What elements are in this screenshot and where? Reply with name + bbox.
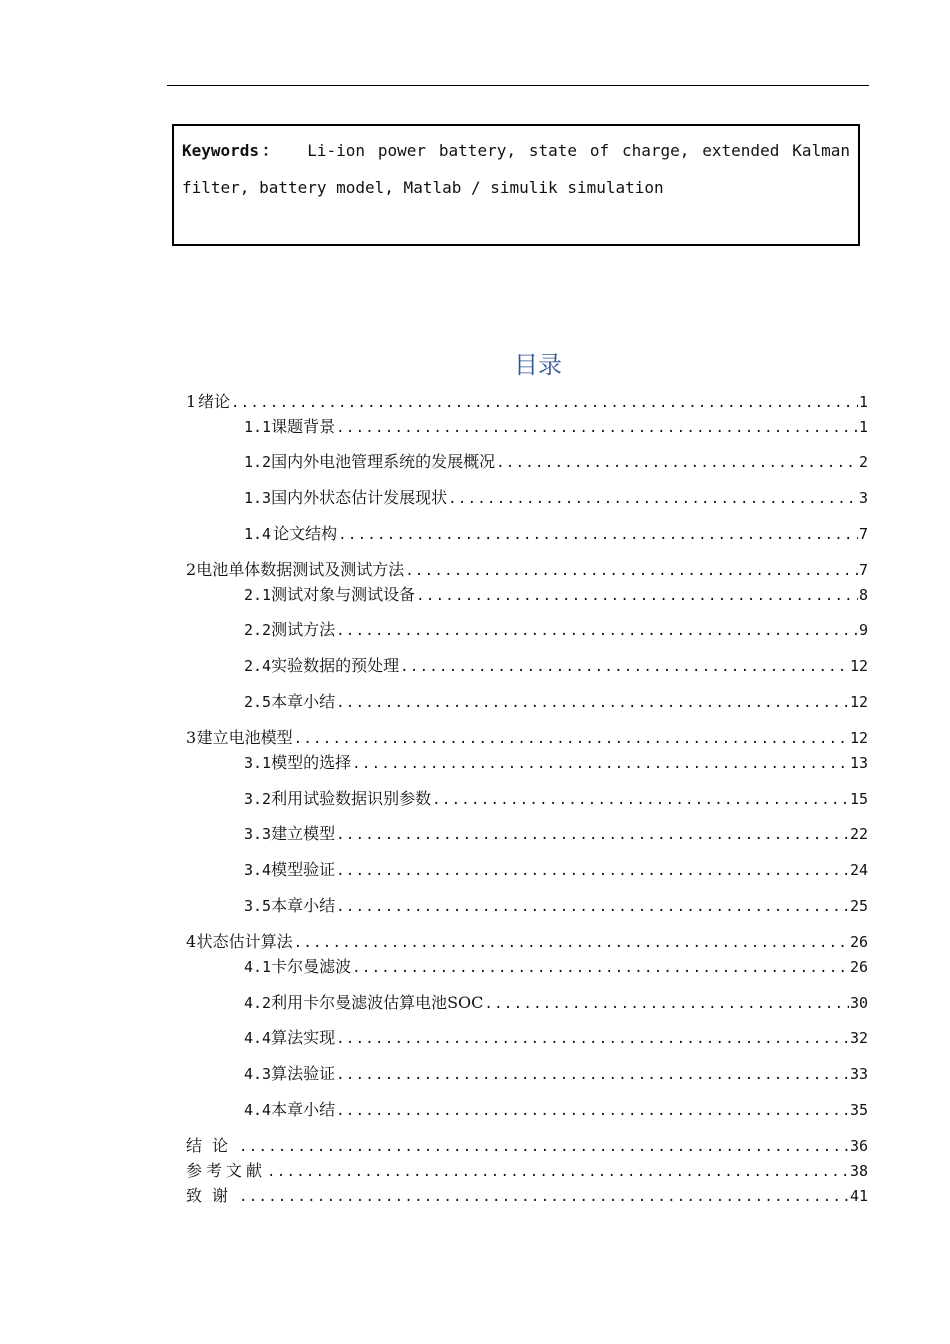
- toc-entry-label: 利用试验数据识别参数: [271, 789, 432, 808]
- toc-entry-page: 8: [858, 586, 868, 604]
- toc-entry-label: 本章小结: [271, 692, 336, 711]
- toc-entry-number: 1.4: [244, 525, 272, 543]
- toc-entry-section[interactable]: [244, 583, 868, 607]
- toc-entry-page: 41: [849, 1187, 868, 1205]
- toc-entry-page: 7: [858, 561, 868, 579]
- toc-entry-page: 35: [849, 1101, 868, 1119]
- keywords-box: [172, 124, 860, 246]
- toc-entry-page: 26: [849, 933, 868, 951]
- keywords-text: Li-ion power battery, state of charge, extended Kalman filter, battery model, Matlab / simulik simulation: [182, 141, 850, 197]
- toc-leader: [416, 584, 858, 607]
- toc-entry-page: 2: [858, 453, 868, 471]
- toc-entry-number: 4.4: [244, 1101, 272, 1119]
- toc-entry-label: 测试对象与测试设备: [271, 585, 416, 604]
- toc-entry-label: 绪论: [197, 392, 230, 411]
- toc-entry-number: 1: [186, 392, 197, 411]
- toc-entry-section[interactable]: [244, 415, 868, 439]
- toc-entry-number: 2: [186, 560, 197, 579]
- toc-entry-page: 24: [849, 861, 868, 879]
- toc-entry-number: 2.2: [244, 621, 272, 639]
- toc-entry-label: 模型验证: [271, 860, 336, 879]
- toc-entry-label: 建立模型: [271, 824, 336, 843]
- toc-entry-number: 3.5: [244, 897, 272, 915]
- toc-entry-section[interactable]: [244, 1026, 868, 1050]
- toc-leader: [336, 1027, 849, 1050]
- toc-leader: [336, 823, 849, 846]
- toc-entry-label: 算法验证: [271, 1064, 336, 1083]
- toc-title: 目录: [514, 351, 562, 379]
- toc-entry-section[interactable]: [244, 690, 868, 714]
- toc-entry-label: 本章小结: [271, 1100, 336, 1119]
- header-rule: [167, 85, 869, 86]
- toc-entry-page: 13: [849, 754, 868, 772]
- toc-entry-section[interactable]: [244, 787, 868, 811]
- toc-entry-page: 33: [849, 1065, 868, 1083]
- toc-leader: [400, 655, 849, 678]
- toc-entry-label: 模型的选择: [271, 753, 352, 772]
- toc-entry-page: 22: [849, 825, 868, 843]
- toc-entry-page: 38: [849, 1162, 868, 1180]
- toc-leader: [336, 859, 849, 882]
- toc-entry-page: 7: [858, 525, 868, 543]
- toc-entry-chapter[interactable]: [186, 390, 868, 414]
- toc-leader: [484, 992, 849, 1015]
- toc-entry-number: 3.1: [244, 754, 272, 772]
- toc-entry-page: 9: [858, 621, 868, 639]
- keywords-label: Keywords：: [182, 141, 282, 160]
- toc-entry-number: 3.2: [244, 790, 272, 808]
- toc-entry-backmatter[interactable]: [186, 1159, 868, 1183]
- toc-leader: [239, 1185, 849, 1208]
- toc-entry-label: 致谢: [186, 1186, 239, 1205]
- toc-entry-label: 建立电池模型: [196, 728, 293, 747]
- toc-entry-page: 26: [849, 958, 868, 976]
- toc-entry-section[interactable]: [244, 618, 868, 642]
- toc-leader: [336, 619, 858, 642]
- toc-leader: [432, 788, 849, 811]
- toc-entry-label: 本章小结: [271, 896, 336, 915]
- toc-entry-label: 论文结构: [273, 524, 338, 543]
- toc-entry-backmatter[interactable]: [186, 1134, 868, 1158]
- toc-entry-label: 国内外电池管理系统的发展概况: [271, 452, 496, 471]
- toc-entry-page: 36: [849, 1137, 868, 1155]
- toc-leader: [338, 523, 858, 546]
- toc-entry-section[interactable]: [244, 991, 868, 1015]
- toc-entry-number: 4.4: [244, 1029, 272, 1047]
- toc-entry-section[interactable]: [244, 858, 868, 882]
- toc-leader: [267, 1160, 849, 1183]
- toc-entry-label: 利用卡尔曼滤波估算电池SOC: [271, 993, 484, 1012]
- toc-entry-label: 卡尔曼滤波: [271, 957, 352, 976]
- toc-entry-chapter[interactable]: [186, 558, 868, 582]
- toc-entry-number: 3.3: [244, 825, 272, 843]
- toc-leader: [352, 752, 849, 775]
- toc-leader: [336, 416, 858, 439]
- toc-entry-label: 课题背景: [271, 417, 336, 436]
- toc-leader: [336, 691, 849, 714]
- toc-entry-section[interactable]: [244, 522, 868, 546]
- toc-entry-chapter[interactable]: [186, 726, 868, 750]
- toc-entry-label: 电池单体数据测试及测试方法: [196, 560, 405, 579]
- toc-leader: [231, 391, 858, 414]
- toc-leader: [336, 1099, 849, 1122]
- toc-leader: [496, 451, 858, 474]
- toc-entry-section[interactable]: [244, 894, 868, 918]
- toc-entry-page: 12: [849, 657, 868, 675]
- toc-entry-page: 3: [858, 489, 868, 507]
- toc-leader: [336, 1063, 849, 1086]
- toc-entry-section[interactable]: [244, 1062, 868, 1086]
- toc-entry-section[interactable]: [244, 751, 868, 775]
- toc-entry-label: 实验数据的预处理: [271, 656, 400, 675]
- toc-entry-page: 1: [858, 418, 868, 436]
- toc-entry-number: 1.3: [244, 489, 272, 507]
- toc-entry-number: 1.1: [244, 418, 272, 436]
- toc-entry-page: 25: [849, 897, 868, 915]
- toc-leader: [294, 931, 849, 954]
- toc-entry-section[interactable]: [244, 955, 868, 979]
- toc-entry-label: 状态估计算法: [196, 932, 293, 951]
- toc-entry-number: 4.3: [244, 1065, 272, 1083]
- toc-entry-page: 15: [849, 790, 868, 808]
- toc-entry-number: 2.4: [244, 657, 272, 675]
- toc-leader: [294, 727, 849, 750]
- toc-entry-page: 32: [849, 1029, 868, 1047]
- toc-entry-number: 3: [186, 728, 197, 747]
- toc-entry-number: 1.2: [244, 453, 272, 471]
- toc-entry-label: 测试方法: [271, 620, 336, 639]
- toc-leader: [336, 895, 849, 918]
- toc-leader: [448, 487, 858, 510]
- toc-entry-section[interactable]: [244, 1098, 868, 1122]
- toc-entry-number: 2.1: [244, 586, 272, 604]
- toc-entry-number: 4.1: [244, 958, 272, 976]
- toc-entry-section[interactable]: [244, 654, 868, 678]
- toc-entry-number: 4: [186, 932, 197, 951]
- toc-entry-chapter[interactable]: [186, 930, 868, 954]
- toc-entry-number: 4.2: [244, 994, 272, 1012]
- toc-leader: [239, 1135, 849, 1158]
- toc-entry-page: 12: [849, 693, 868, 711]
- toc-entry-label: 结论: [186, 1136, 239, 1155]
- toc-entry-number: 3.4: [244, 861, 272, 879]
- toc-entry-number: 2.5: [244, 693, 272, 711]
- toc-entry-backmatter[interactable]: [186, 1184, 868, 1208]
- toc-entry-section[interactable]: [244, 822, 868, 846]
- toc-entry-label: 参考文献: [186, 1161, 267, 1180]
- toc-entry-section[interactable]: [244, 450, 868, 474]
- toc-entry-label: 国内外状态估计发展现状: [271, 488, 448, 507]
- toc-leader: [405, 559, 858, 582]
- toc-entry-page: 30: [849, 994, 868, 1012]
- toc-leader: [352, 956, 849, 979]
- toc-entry-page: 12: [849, 729, 868, 747]
- toc-entry-page: 1: [858, 393, 868, 411]
- toc-entry-section[interactable]: [244, 486, 868, 510]
- toc-entry-label: 算法实现: [271, 1028, 336, 1047]
